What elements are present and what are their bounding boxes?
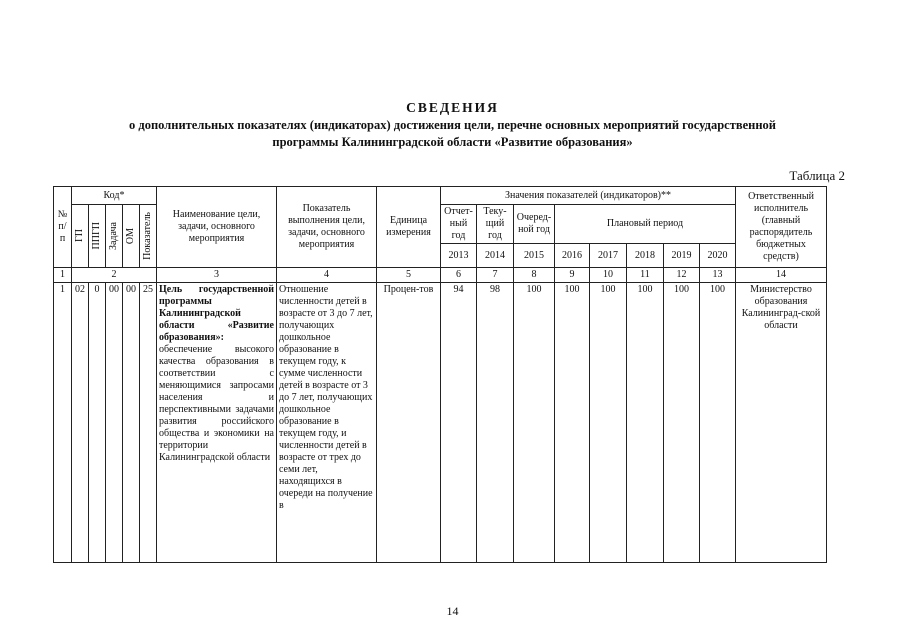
- header-name: Наименование цели, задачи, основного мероприятия: [157, 187, 277, 268]
- header-year: 2015: [514, 244, 555, 268]
- header-code-gp: ГП: [72, 205, 89, 268]
- col-number: 4: [277, 268, 377, 283]
- row-value: 100: [590, 283, 627, 563]
- document-subtitle-line-1: о дополнительных показателях (индикаторах) достижения цели, перечне основных мероприятий государственной: [129, 118, 776, 132]
- document-subtitle-line-2: программы Калининградской области «Развитие образования»: [272, 135, 633, 149]
- row-responsible: Министерство образования Калининград-ской области: [736, 283, 827, 563]
- row-value: 100: [700, 283, 736, 563]
- header-code-indicator: Показатель: [140, 205, 157, 268]
- header-year: 2018: [627, 244, 664, 268]
- header-indicator: Показатель выполнения цели, задачи, основного мероприятия: [277, 187, 377, 268]
- header-num: № п/п: [54, 187, 72, 268]
- row-name-text: обеспечение высокого качества образования в соответствии с меняющимися запросами населения и перспективными задачами развития российского общества и экономики на территории Калининградской области: [159, 344, 274, 463]
- header-responsible: Ответственный исполнитель (главный распорядитель бюджетных средств): [736, 187, 827, 268]
- header-plan-period: Плановый период: [555, 205, 736, 244]
- col-number: 13: [700, 268, 736, 283]
- header-year: 2016: [555, 244, 590, 268]
- indicators-table: [53, 186, 827, 563]
- row-code-task: 00: [106, 283, 123, 563]
- row-code-ppgp: 0: [89, 283, 106, 563]
- header-report-year: Отчет-ный год: [441, 205, 477, 244]
- row-code-gp: 02: [72, 283, 89, 563]
- row-value: 100: [664, 283, 700, 563]
- col-number: 7: [477, 268, 514, 283]
- row-value: 94: [441, 283, 477, 563]
- table-row: [54, 283, 827, 563]
- header-current-year: Теку-щий год: [477, 205, 514, 244]
- col-number: 1: [54, 268, 72, 283]
- row-num: 1: [54, 283, 72, 563]
- page-number: 14: [446, 604, 459, 618]
- col-number: 3: [157, 268, 277, 283]
- header-year: 2017: [590, 244, 627, 268]
- col-number: 14: [736, 268, 827, 283]
- header-year: 2014: [477, 244, 514, 268]
- row-value: 98: [477, 283, 514, 563]
- col-number: 9: [555, 268, 590, 283]
- row-name-bold: Цель государственной программы Калининградской области «Развитие образования»:: [159, 284, 274, 343]
- header-code-task: Задача: [106, 205, 123, 268]
- header-unit: Единица измерения: [377, 187, 441, 268]
- col-number: 8: [514, 268, 555, 283]
- row-code-indicator: 25: [140, 283, 157, 563]
- row-name: [157, 283, 277, 563]
- row-value: 100: [514, 283, 555, 563]
- row-code-om: 00: [123, 283, 140, 563]
- header-code-om: ОМ: [123, 205, 140, 268]
- row-unit: Процен-тов: [377, 283, 441, 563]
- row-value: 100: [627, 283, 664, 563]
- header-values: Значения показателей (индикаторов)**: [441, 187, 736, 205]
- header-year: 2013: [441, 244, 477, 268]
- header-code-ppgp: ППГП: [89, 205, 106, 268]
- header-next-year: Очеред-ной год: [514, 205, 555, 244]
- header-year: 2020: [700, 244, 736, 268]
- table-label: Таблица 2: [789, 168, 845, 183]
- col-number: 2: [72, 268, 157, 283]
- document-title: СВЕДЕНИЯ: [406, 100, 499, 115]
- col-number: 6: [441, 268, 477, 283]
- row-indicator: Отношение численности детей в возрасте от 3 до 7 лет, получающих дошкольное образование в текущем году, к сумме численности детей в возрасте от 3 до 7 лет, получающих дошкольное образование в текущем году, и численности детей в возрасте от трех до семи лет, находящихся в очереди на получение в: [277, 283, 377, 563]
- row-value: 100: [555, 283, 590, 563]
- col-number: 11: [627, 268, 664, 283]
- header-code: Код*: [72, 187, 157, 205]
- col-number: 10: [590, 268, 627, 283]
- col-number: 12: [664, 268, 700, 283]
- col-number: 5: [377, 268, 441, 283]
- header-year: 2019: [664, 244, 700, 268]
